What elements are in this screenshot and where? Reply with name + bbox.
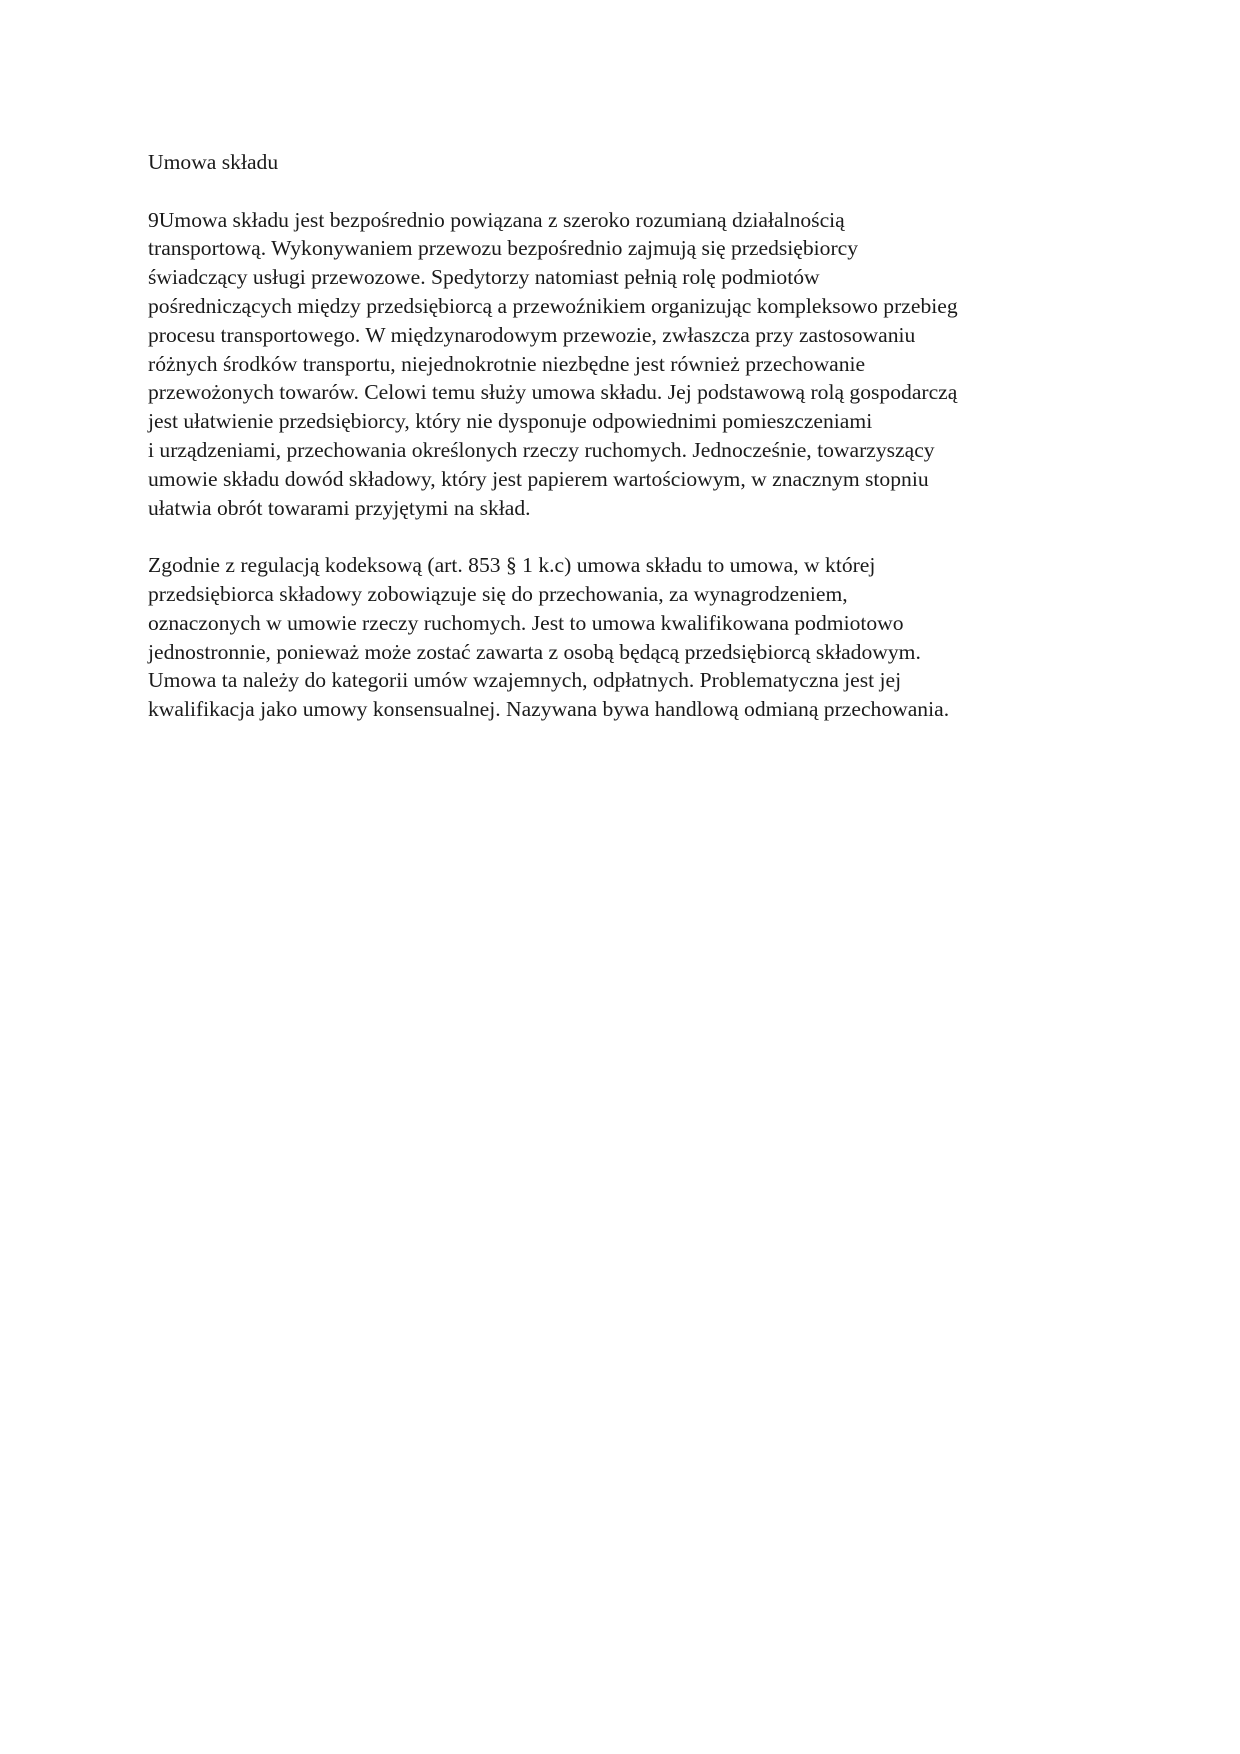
document-title: Umowa składu: [148, 150, 279, 174]
paragraph-line: świadczący usługi przewozowe. Spedytorzy natomiast pełnią rolę podmiotów: [148, 265, 820, 290]
paragraph-2: [148, 551, 1093, 724]
document-body: [148, 148, 1093, 753]
paragraph-line: procesu transportowego. W międzynarodowym przewozie, zwłaszcza przy zastosowaniu: [148, 322, 916, 347]
paragraph-line: pośredniczących między przedsiębiorcą a przewoźnikiem organizując kompleksowo przebieg: [148, 293, 958, 318]
paragraph-line: umowie składu dowód składowy, który jest papierem wartościowym, w znacznym stopniu: [148, 466, 929, 491]
paragraph-line: różnych środków transportu, niejednokrotnie niezbędne jest również przechowanie: [148, 351, 866, 376]
paragraph-line: Zgodnie z regulacją kodeksową (art. 853 § 1 k.c) umowa składu to umowa, w której: [148, 553, 876, 578]
paragraph-line: przedsiębiorca składowy zobowiązuje się do przechowania, za wynagrodzeniem,: [148, 581, 848, 606]
paragraph-line: przewożonych towarów. Celowi temu służy umowa składu. Jej podstawową rolą gospodarczą: [148, 380, 958, 405]
paragraph-line: 9Umowa składu jest bezpośrednio powiązana z szeroko rozumianą działalnością: [148, 207, 845, 232]
paragraph-line: oznaczonych w umowie rzeczy ruchomych. Jest to umowa kwalifikowana podmiotowo: [148, 610, 904, 635]
paragraph-1: [148, 206, 1093, 523]
paragraph-line: ułatwia obrót towarami przyjętymi na skład.: [148, 495, 531, 520]
paragraph-line: jednostronnie, ponieważ może zostać zawarta z osobą będącą przedsiębiorcą składowym.: [148, 639, 921, 664]
paragraph-line: kwalifikacja jako umowy konsensualnej. Nazywana bywa handlową odmianą przechowania.: [148, 697, 950, 722]
paragraph-line: transportową. Wykonywaniem przewozu bezpośrednio zajmują się przedsiębiorcy: [148, 236, 859, 261]
paragraph-line: Umowa ta należy do kategorii umów wzajemnych, odpłatnych. Problematyczna jest jej: [148, 668, 902, 693]
paragraph-line: jest ułatwienie przedsiębiorcy, który nie dysponuje odpowiednimi pomieszczeniami: [148, 409, 873, 434]
paragraph-line: i urządzeniami, przechowania określonych rzeczy ruchomych. Jednocześnie, towarzyszący: [148, 437, 935, 462]
